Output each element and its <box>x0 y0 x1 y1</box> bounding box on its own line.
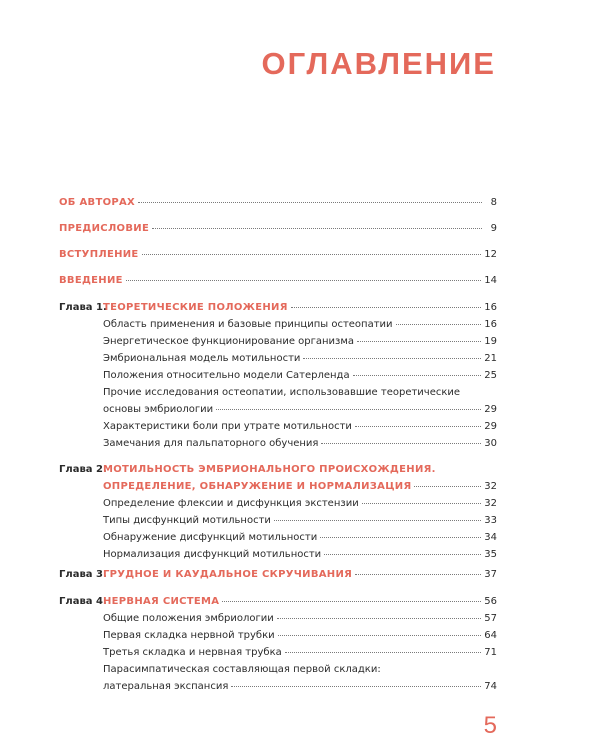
chapter-2-heading[interactable] <box>59 465 497 480</box>
toc-subentry-title: Первая складка нервной трубки <box>103 630 275 641</box>
chapter-label: Глава 1. <box>59 302 107 313</box>
toc-subentry-title-cont: основы эмбриологии <box>103 404 214 415</box>
toc-subentry[interactable] <box>59 631 497 646</box>
dot-leader <box>274 520 481 521</box>
dot-leader <box>278 635 482 636</box>
dot-leader <box>231 686 481 687</box>
dot-leader <box>355 426 481 427</box>
toc-page-number: 64 <box>484 630 497 641</box>
toc-subentry-continuation[interactable] <box>59 682 497 697</box>
toc-subentry-title: Обнаружение дисфункций мотильности <box>103 532 318 543</box>
toc-page-number: 57 <box>484 613 497 624</box>
toc-page-number: 35 <box>484 549 497 560</box>
dot-leader <box>277 618 481 619</box>
toc-subentry[interactable] <box>59 371 497 386</box>
toc-entry-foreword[interactable] <box>59 250 497 265</box>
toc-subentry[interactable] <box>59 439 497 454</box>
toc-subentry[interactable] <box>59 499 497 514</box>
chapter-title: МОТИЛЬНОСТЬ ЭМБРИОНАЛЬНОГО ПРОИСХОЖДЕНИЯ. <box>103 464 436 475</box>
toc-subentry[interactable] <box>59 320 497 335</box>
dot-leader <box>152 228 482 229</box>
dot-leader <box>285 652 482 653</box>
dot-leader <box>396 324 482 325</box>
toc-subentry-title: Третья складка и нервная трубка <box>103 647 282 658</box>
dot-leader <box>355 574 481 575</box>
toc-subentry[interactable] <box>59 533 497 548</box>
page-number: 5 <box>483 712 497 739</box>
chapter-title: НЕРВНАЯ СИСТЕМА <box>103 596 220 607</box>
toc-entry-title: ОБ АВТОРАХ <box>59 197 136 208</box>
toc-subentry-title: Эмбриональная модель мотильности <box>103 353 301 364</box>
toc-page-number: 74 <box>484 681 497 692</box>
toc-subentry-title: Область применения и базовые принципы остеопатии <box>103 319 393 330</box>
toc-page-number: 19 <box>484 336 497 347</box>
toc-subentry[interactable] <box>59 422 497 437</box>
toc-page-number: 34 <box>484 532 497 543</box>
chapter-2-heading-continuation[interactable] <box>59 482 497 497</box>
chapter-title: ТЕОРЕТИЧЕСКИЕ ПОЛОЖЕНИЯ <box>103 302 288 313</box>
dot-leader <box>126 280 481 281</box>
toc-page-number: 71 <box>484 647 497 658</box>
dot-leader <box>291 307 482 308</box>
dot-leader <box>216 409 481 410</box>
toc-subentry[interactable] <box>59 388 497 403</box>
dot-leader <box>222 601 481 602</box>
toc-entry-title: ПРЕДИСЛОВИЕ <box>59 223 150 234</box>
toc-subentry-title: Определение флексии и дисфункция экстензии <box>103 498 359 509</box>
toc-subentry[interactable] <box>59 648 497 663</box>
toc-page-number: 29 <box>484 421 497 432</box>
dot-leader <box>320 537 481 538</box>
chapter-3-heading[interactable] <box>59 570 497 585</box>
toc-subentry-title: Замечания для пальпаторного обучения <box>103 438 319 449</box>
toc-subentry-title: Типы дисфункций мотильности <box>103 515 271 526</box>
toc-page-number: 30 <box>484 438 497 449</box>
toc-subentry[interactable] <box>59 354 497 369</box>
toc-page-number: 56 <box>484 596 497 607</box>
toc-page-number: 25 <box>484 370 497 381</box>
chapter-title: ГРУДНОЕ И КАУДАЛЬНОЕ СКРУЧИВАНИЯ <box>103 569 353 580</box>
toc-subentry[interactable] <box>59 665 497 680</box>
dot-leader <box>142 254 482 255</box>
toc-subentry-continuation[interactable] <box>59 405 497 420</box>
toc-page-number: 29 <box>484 404 497 415</box>
toc-page-number: 12 <box>484 249 497 260</box>
toc-subentry[interactable] <box>59 516 497 531</box>
toc-page-number: 37 <box>484 569 497 580</box>
page-title: ОГЛАВЛЕНИЕ <box>261 46 496 81</box>
toc-page-number: 14 <box>484 275 497 286</box>
chapter-title-cont: ОПРЕДЕЛЕНИЕ, ОБНАРУЖЕНИЕ И НОРМАЛИЗАЦИЯ <box>103 481 412 492</box>
toc-page-number: 16 <box>484 319 497 330</box>
toc-subentry-title: Энергетическое функционирование организма <box>103 336 355 347</box>
toc-subentry[interactable] <box>59 337 497 352</box>
dot-leader <box>357 341 481 342</box>
toc-subentry[interactable] <box>59 614 497 629</box>
chapter-4-heading[interactable] <box>59 597 497 612</box>
dot-leader <box>414 486 481 487</box>
toc-page-number: 8 <box>490 197 497 208</box>
toc-page-number: 21 <box>484 353 497 364</box>
dot-leader <box>303 358 481 359</box>
chapter-label: Глава 4. <box>59 596 107 607</box>
toc-page-number: 32 <box>484 498 497 509</box>
toc-subentry-title: Характеристики боли при утрате мотильности <box>103 421 352 432</box>
toc-entry-title: ВСТУПЛЕНИЕ <box>59 249 139 260</box>
chapter-label: Глава 2. <box>59 464 107 475</box>
toc-subentry-title-cont: латеральная экспансия <box>103 681 229 692</box>
toc-subentry-title: Нормализация дисфункций мотильности <box>103 549 322 560</box>
toc-page-number: 32 <box>484 481 497 492</box>
dot-leader <box>362 503 482 504</box>
chapter-label: Глава 3. <box>59 569 107 580</box>
dot-leader <box>321 443 481 444</box>
dot-leader <box>353 375 482 376</box>
toc-subentry-title: Положения относительно модели Сатерленда <box>103 370 350 381</box>
toc-entry-about-authors[interactable] <box>59 198 497 213</box>
toc-subentry-title: Прочие исследования остеопатии, использовавшие теоретические <box>103 387 461 398</box>
toc-entry-introduction[interactable] <box>59 276 497 291</box>
toc-entry-title: ВВЕДЕНИЕ <box>59 275 123 286</box>
toc-entry-preface[interactable] <box>59 224 497 239</box>
dot-leader <box>324 554 481 555</box>
toc-page-number: 33 <box>484 515 497 526</box>
toc-subentry-title: Парасимпатическая составляющая первой складки: <box>103 664 381 675</box>
toc-subentry[interactable] <box>59 550 497 565</box>
toc-page-number: 9 <box>490 223 497 234</box>
dot-leader <box>138 202 482 203</box>
toc-subentry-title: Общие положения эмбриологии <box>103 613 274 624</box>
chapter-1-heading[interactable] <box>59 303 497 318</box>
toc-page-number: 16 <box>484 302 497 313</box>
